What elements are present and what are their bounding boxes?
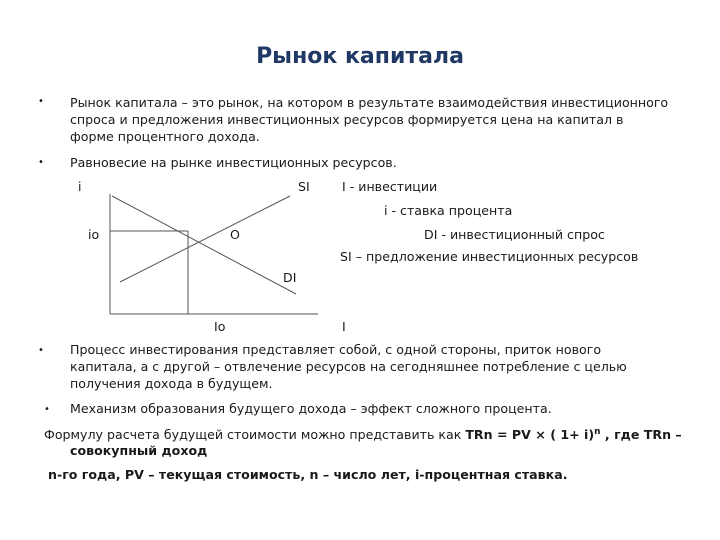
bullet-3: • bbox=[38, 345, 44, 356]
y-axis-label: i bbox=[78, 179, 82, 194]
legend-investments: I - инвестиции bbox=[342, 179, 438, 194]
formula-line1 bbox=[44, 424, 682, 443]
para1-line3: форме процентного дохода. bbox=[70, 129, 260, 144]
demand-curve bbox=[112, 196, 296, 294]
supply-curve bbox=[120, 196, 290, 282]
demand-label: DI bbox=[283, 270, 297, 285]
legend-investment-supply: SI – предложение инвестиционных ресурсов bbox=[340, 249, 639, 264]
equilibrium-rate-label: io bbox=[88, 227, 100, 242]
legend-interest-rate: i - ставка процента bbox=[384, 203, 513, 218]
para3-line3: получения дохода в будущем. bbox=[70, 376, 273, 391]
formula-line3: n-го года, PV – текущая стоимость, n – число лет, i-процентная ставка. bbox=[48, 467, 568, 482]
formula-where: , где TRn – bbox=[600, 427, 682, 443]
formula-exponent: n bbox=[594, 427, 601, 437]
equilibrium-qty-label: Io bbox=[214, 319, 226, 334]
bullet-2: • bbox=[38, 157, 44, 168]
para1-line2: спроса и предложения инвестиционных ресурсов формируется цена на капитал в bbox=[70, 112, 624, 127]
para1-line1: Рынок капитала – это рынок, на котором в результате взаимодействия инвестиционного bbox=[70, 95, 669, 110]
para4-text: Механизм образования будущего дохода – эффект сложного процента. bbox=[70, 401, 552, 416]
legend-investment-demand: DI - инвестиционный спрос bbox=[424, 227, 605, 242]
bullet-1: • bbox=[38, 96, 44, 107]
equilibrium-point-label: O bbox=[230, 227, 240, 242]
formula-intro: Формулу расчета будущей стоимости можно представить как bbox=[44, 427, 466, 443]
formula-expression: TRn = PV × ( 1+ i) bbox=[465, 427, 595, 443]
para3-line2: капитала, а с другой – отвлечение ресурсов на сегодняшнее потребление с целью bbox=[70, 359, 627, 374]
x-axis-label: I bbox=[342, 319, 346, 334]
para2-text: Равновесие на рынке инвестиционных ресурсов. bbox=[70, 155, 397, 170]
para3-line1: Процесс инвестирования представляет собой, с одной стороны, приток нового bbox=[70, 342, 602, 357]
formula-line2: совокупный доход bbox=[70, 443, 208, 458]
supply-label: SI bbox=[298, 179, 310, 194]
bullet-4: • bbox=[44, 404, 50, 415]
slide-title: Рынок капитала bbox=[256, 44, 464, 69]
